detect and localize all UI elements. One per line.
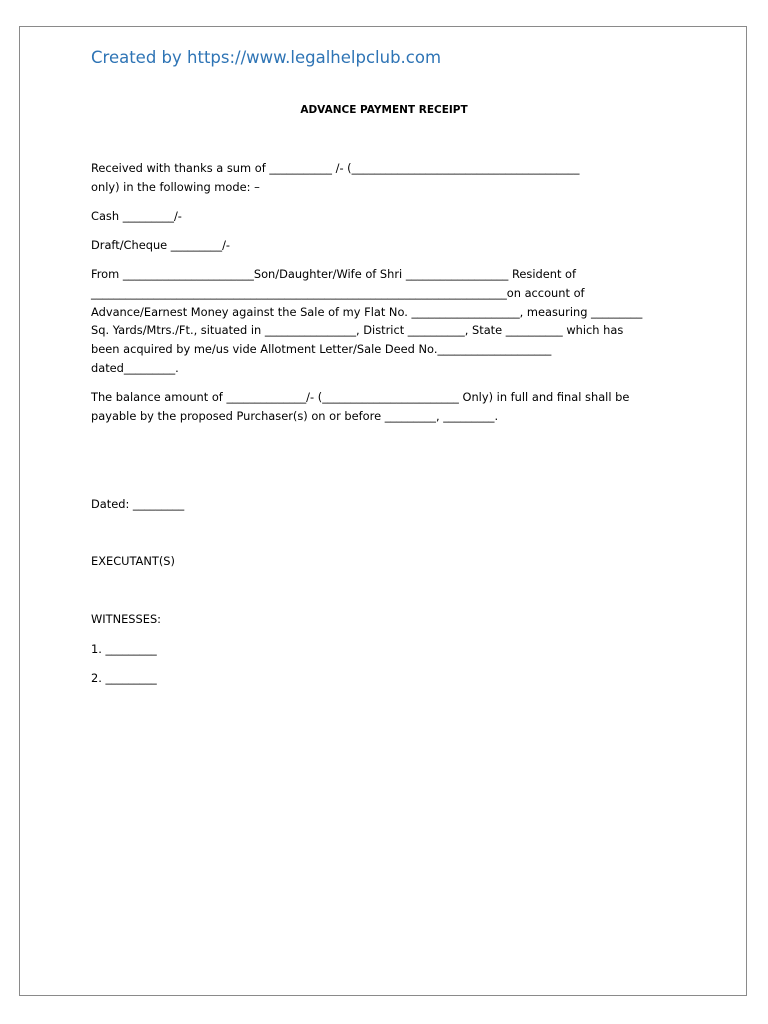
dated-line: Dated: _________ (91, 497, 185, 511)
received-line-1: Received with thanks a sum of ___________ /- (________________________________________ (91, 161, 580, 175)
from-line-5: been acquired by me/us vide Allotment Letter/Sale Deed No.____________________ (91, 342, 552, 356)
witness-item-1: 1. _________ (91, 642, 157, 656)
balance-line-1: The balance amount of ______________/- (________________________ Only) in full and final shall be (91, 390, 630, 404)
from-line-6: dated_________. (91, 361, 179, 375)
from-line-1: From _______________________Son/Daughter/Wife of Shri __________________ Resident of (91, 267, 577, 281)
document-title: ADVANCE PAYMENT RECEIPT (300, 104, 468, 116)
legalhelpclub-link[interactable]: Created by https://www.legalhelpclub.com (91, 48, 442, 67)
from-line-2: _________________________________________________________________________on account of (91, 286, 585, 300)
from-line-3: Advance/Earnest Money against the Sale of my Flat No. ___________________, measuring _________ (91, 305, 643, 319)
cash-line: Cash _________/- (91, 209, 182, 223)
executants-label: EXECUTANT(S) (91, 554, 175, 568)
draft-cheque-line: Draft/Cheque _________/- (91, 238, 231, 252)
witness-item-2: 2. _________ (91, 671, 157, 685)
document-page (19, 26, 747, 996)
witnesses-heading: WITNESSES: (91, 612, 162, 626)
received-line-2: only) in the following mode: – (91, 180, 260, 194)
balance-line-2: payable by the proposed Purchaser(s) on or before _________, _________. (91, 409, 499, 423)
from-line-4: Sq. Yards/Mtrs./Ft., situated in ________________, District __________, State __________ which has (91, 323, 624, 337)
